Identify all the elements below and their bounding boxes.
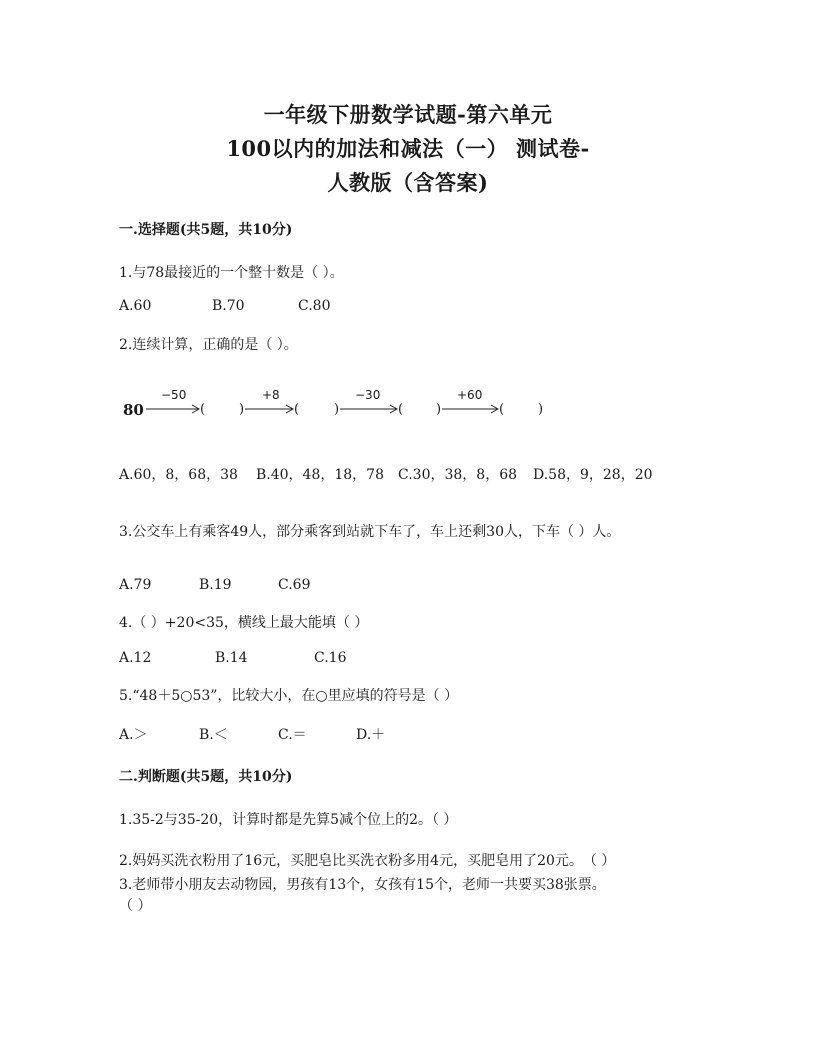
option-b: B.40，48，18，78 xyxy=(256,467,384,483)
option-d: D.58，9，28，20 xyxy=(533,467,653,483)
option-a: A.60 xyxy=(119,298,152,314)
section-1-heading: 一.选择题(共5题，共10分) xyxy=(119,222,293,238)
option-c: C.69 xyxy=(278,577,311,593)
question-1-1: 1.与78最接近的一个整十数是（ ）。 xyxy=(119,265,344,281)
option-b: B.19 xyxy=(199,577,232,593)
option-a: A.12 xyxy=(119,650,152,666)
section-2-heading: 二.判断题(共5题，共10分) xyxy=(119,769,293,785)
title-line-3: 人教版（含答案) xyxy=(327,170,489,195)
title-line-1: 一年级下册数学试题-第六单元 xyxy=(263,102,553,127)
question-1-3: 3.公交车上有乘客49人，部分乘客到站就下车了，车上还剩30人，下车（ ）人。 xyxy=(119,524,621,540)
option-c: C.16 xyxy=(314,650,347,666)
blank-2-open: ( xyxy=(294,402,300,417)
question-2-2: 2.妈妈买洗衣粉用了16元，买肥皂比买洗衣粉多用4元，买肥皂用了20元。 （ ） xyxy=(119,853,616,869)
title-line-2: 100以内的加法和减法（一） 测试卷- xyxy=(226,136,590,161)
option-c: C.30，38，8，68 xyxy=(398,467,518,483)
option-b: B.＜ xyxy=(199,727,228,743)
option-d: D.＋ xyxy=(356,727,386,743)
chain-start: 80 xyxy=(123,401,144,419)
option-b: B.14 xyxy=(215,650,248,666)
question-2-1: 1.35-2与35-20，计算时都是先算5减个位上的2。（ ） xyxy=(119,812,458,828)
blank-4-close: ) xyxy=(538,402,544,417)
option-a: A.＞ xyxy=(119,727,148,743)
chain-step-2: +8 xyxy=(262,388,280,402)
question-1-4: 4.（ ）+20<35，横线上最大能填（ ） xyxy=(119,615,369,631)
chain-step-3: −30 xyxy=(355,388,381,402)
blank-1-close: ) xyxy=(239,402,245,417)
question-2-3-blank: （ ） xyxy=(119,898,152,914)
question-1-5: 5.“48＋5○53”，比较大小，在○里应填的符号是（ ） xyxy=(119,688,459,704)
blank-3-open: ( xyxy=(398,402,404,417)
chain-step-1: −50 xyxy=(161,388,187,402)
question-1-2: 2.连续计算，正确的是（ ）。 xyxy=(119,337,298,353)
blank-4-open: ( xyxy=(499,402,505,417)
blank-2-close: ) xyxy=(334,402,340,417)
option-b: B.70 xyxy=(212,298,245,314)
option-c: C.80 xyxy=(298,298,331,314)
blank-3-close: ) xyxy=(436,402,442,417)
option-a: A.60，8，68，38 xyxy=(119,467,238,483)
chain-step-4: +60 xyxy=(457,388,483,402)
option-a: A.79 xyxy=(119,577,152,593)
calculation-chain xyxy=(119,388,559,422)
question-2-3: 3.老师带小朋友去动物园，男孩有13个，女孩有15个，老师一共要买38张票。 xyxy=(119,877,606,893)
option-c: C.＝ xyxy=(278,727,307,743)
blank-1-open: ( xyxy=(200,402,206,417)
